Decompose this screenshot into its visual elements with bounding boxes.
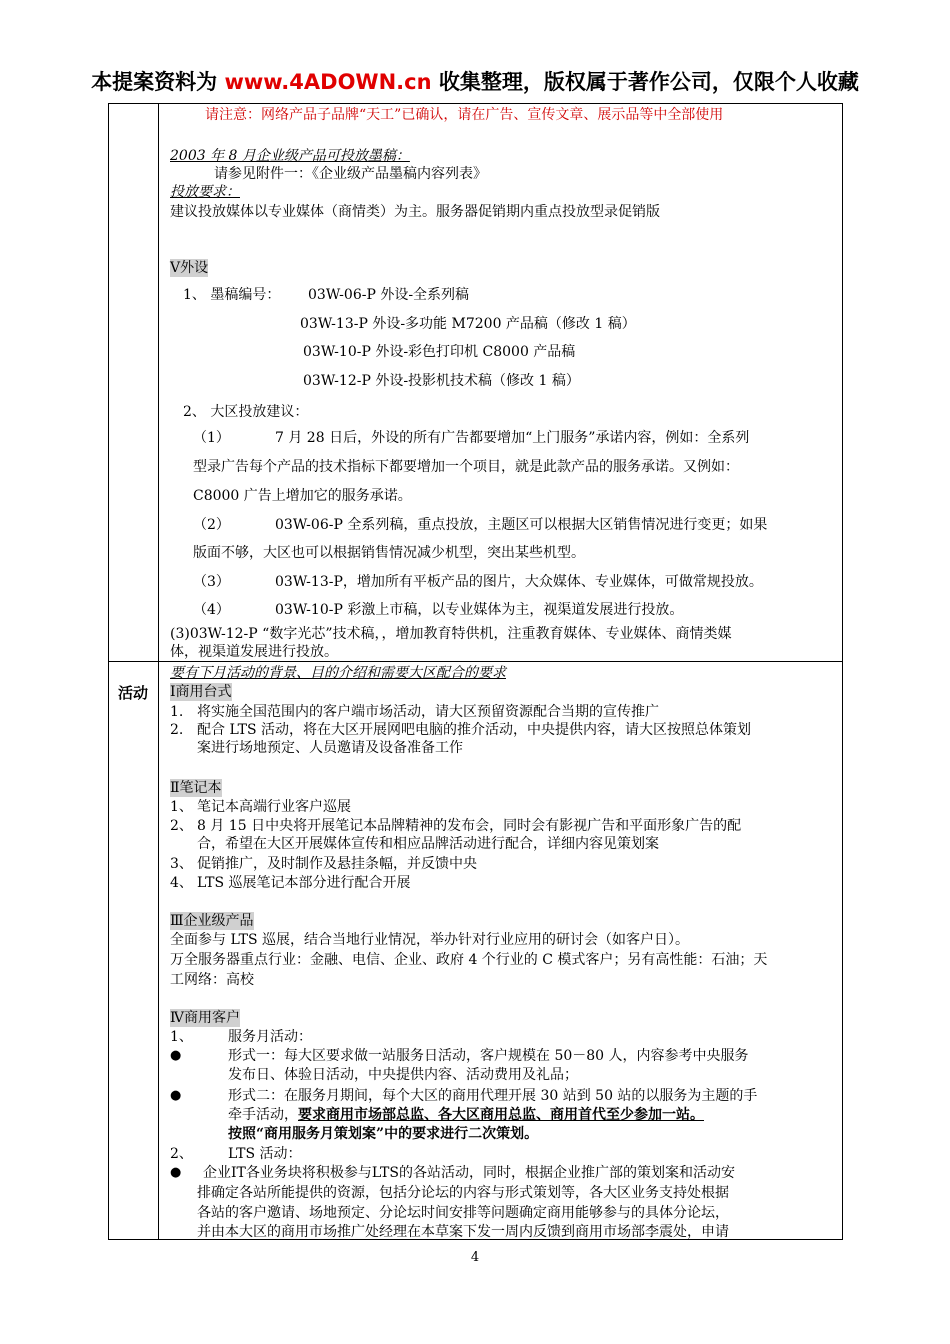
lts-line4: 并由本大区的商用市场推广处经理在本草案下发一周内反馈到商用市场部李震处，申请 <box>197 1224 729 1239</box>
suggestion-2-line2: 版面不够，大区也可以根据销售情况减少机型，突出某些机型。 <box>193 545 585 561</box>
suggestion-1-line1: 7 月 28 日后，外设的所有广告都要增加“上门服务”承诺内容，例如：全系列 <box>275 430 750 446</box>
header-suffix: 收集整理，版权属于著作公司，仅限个人收藏 <box>438 70 859 94</box>
nb-item2-num: 2、 <box>170 818 193 834</box>
cc-item2-num: 2、 <box>170 1146 193 1162</box>
form2-line2-plain: 牵手活动， <box>228 1107 298 1123</box>
nb-item2-line1: 8 月 15 日中央将开展笔记本品牌精神的发布会，同时会有影视广告和平面形象广告的配 <box>197 818 742 834</box>
cd-item1-num: 1. <box>170 704 184 720</box>
notebook-heading: Ⅱ笔记本 <box>170 780 222 796</box>
bullet-icon: ● <box>170 1048 182 1063</box>
enterprise-heading: Ⅲ企业级产品 <box>170 913 254 929</box>
bullet-icon: ● <box>170 1165 182 1180</box>
form2-line2-emphasis: 要求商用市场部总监、各大区商用总监、商用首代至少参加一站。 <box>298 1107 704 1123</box>
nb-item3: 促销推广，及时制作及悬挂条幅，并反馈中央 <box>197 856 477 872</box>
suggestion-4-num: （4） <box>193 602 230 618</box>
page-number: 4 <box>470 1250 480 1265</box>
suggestion-2-line1: 03W-06-P 全系列稿，重点投放，主题区可以根据大区销售情况进行变更；如果 <box>275 517 768 533</box>
cd-item2-line1: 配合 LTS 活动，将在大区开展网吧电脑的推介活动，中央提供内容，请大区按照总体策划 <box>197 722 751 738</box>
cc-item1: 服务月活动： <box>228 1029 312 1045</box>
suggestion-3-num: （3） <box>193 574 230 590</box>
cc-item2: LTS 活动： <box>228 1146 302 1162</box>
suggestion-1-line2: 型录广告每个产品的技术指标下都要增加一个项目，就是此款产品的服务承诺。又例如： <box>193 459 739 475</box>
suggestion-1-line3: C8000 广告上增加它的服务承诺。 <box>193 488 412 504</box>
placement-req-label: 投放要求： <box>170 184 240 200</box>
form2-line2 <box>228 1106 704 1124</box>
suggestion-2-num: （2） <box>193 517 230 533</box>
enterprise-line1: 全面参与 LTS 巡展，结合当地行业情况，举办针对行业应用的研讨会（如客户日）。 <box>170 932 689 948</box>
lts-line2: 排确定各站所能提供的资源，包括分论坛的内容与形式策划等，各大区业务支持处根据 <box>197 1185 729 1201</box>
suggestion-3-line1: 03W-13-P，增加所有平板产品的图片，大众媒体、专业媒体，可做常规投放。 <box>275 574 763 590</box>
cc-item1-num: 1、 <box>170 1029 193 1045</box>
form1-line2: 发布日、体验日活动，中央提供内容、活动费用及礼品； <box>228 1067 578 1083</box>
suggestion-4-line1: 03W-10-P 彩激上市稿，以专业媒体为主，视渠道发展进行投放。 <box>275 602 684 618</box>
lts-line1: 企业IT各业务块将积极参与LTS的各站活动，同时，根据企业推广部的策划案和活动安 <box>203 1165 735 1181</box>
nb-item4: LTS 巡展笔记本部分进行配合开展 <box>197 875 411 891</box>
header-site[interactable]: www.4ADOWN.cn <box>224 70 432 94</box>
copy-code-2: 03W-13-P 外设-多功能 M7200 产品稿（修改 1 稿） <box>300 316 636 332</box>
peripherals-item2-label: 2、 大区投放建议： <box>183 404 309 420</box>
cd-item2-num: 2. <box>170 722 184 738</box>
header-prefix: 本提案资料为 <box>91 70 218 94</box>
copy-code-3: 03W-10-P 外设-彩色打印机 C8000 产品稿 <box>303 344 576 360</box>
activity-intro: 要有下月活动的背景、目的介绍和需要大区配合的要求 <box>170 665 506 681</box>
enterprise-line3: 工网络：高校 <box>170 972 254 988</box>
suggestion-5-line1: (3)03W-12-P “数字光芯”技术稿，，增加教育特供机，注重教育媒体、专业媒体、商情类媒 <box>170 626 732 642</box>
table-column-divider <box>158 103 159 1240</box>
bullet-icon: ● <box>170 1088 182 1103</box>
form2-line3: 按照“商用服务月策划案”中的要求进行二次策划。 <box>228 1126 539 1142</box>
peripherals-heading: Ⅴ外设 <box>170 260 209 276</box>
cd-item1: 将实施全国范围内的客户端市场活动，请大区预留资源配合当期的宣传推广 <box>197 704 659 720</box>
nb-item3-num: 3、 <box>170 856 193 872</box>
nb-item1-num: 1、 <box>170 799 193 815</box>
lts-line3: 各站的客户邀请、场地预定、分论坛时间安排等问题确定商用能够参与的具体分论坛， <box>197 1205 729 1221</box>
nb-item2-line2: 合，希望在大区开展媒体宣传和相应品牌活动进行配合，详细内容见策划案 <box>197 836 659 852</box>
nb-item4-num: 4、 <box>170 875 193 891</box>
placement-req-text: 建议投放媒体以专业媒体（商情类）为主。服务器促销期内重点投放型录促销版 <box>170 204 660 220</box>
commercial-client-heading: Ⅳ商用客户 <box>170 1010 240 1026</box>
enterprise-line2: 万全服务器重点行业：金融、电信、企业、政府 4 个行业的 C 模式客户；另有高性能：石油；天 <box>170 952 768 968</box>
peripherals-item1-label: 1、 墨稿编号： <box>183 287 281 303</box>
form1-line1: 形式一：每大区要求做一站服务日活动，客户规模在 50－80 人，内容参考中央服务 <box>228 1048 749 1064</box>
cd-item2-line2: 案进行场地预定、人员邀请及设备准备工作 <box>197 740 463 756</box>
copy-code-4: 03W-12-P 外设-投影机技术稿（修改 1 稿） <box>303 373 580 389</box>
notice-line: 请注意：网络产品子品牌“天工”已确认，请在广告、宣传文章、展示品等中全部使用 <box>205 107 724 123</box>
form2-line1: 形式二：在服务月期间，每个大区的商用代理开展 30 站到 50 站的以服务为主题的手 <box>228 1088 758 1104</box>
suggestion-1-num: （1） <box>193 430 230 446</box>
activity-label: 活动 <box>118 684 149 702</box>
enterprise-copy-ref: 请参见附件一：《企业级产品墨稿内容列表》 <box>214 166 487 182</box>
enterprise-copy-title: 2003 年 8 月企业级产品可投放墨稿： <box>170 148 410 164</box>
suggestion-5-line2: 体，视渠道发展进行投放。 <box>170 644 338 660</box>
page-header <box>0 66 950 96</box>
commercial-desktop-heading: Ⅰ商用台式 <box>170 684 232 700</box>
nb-item1: 笔记本高端行业客户巡展 <box>197 799 351 815</box>
table-row-divider <box>108 661 843 662</box>
copy-code-1: 03W-06-P 外设-全系列稿 <box>308 287 470 303</box>
